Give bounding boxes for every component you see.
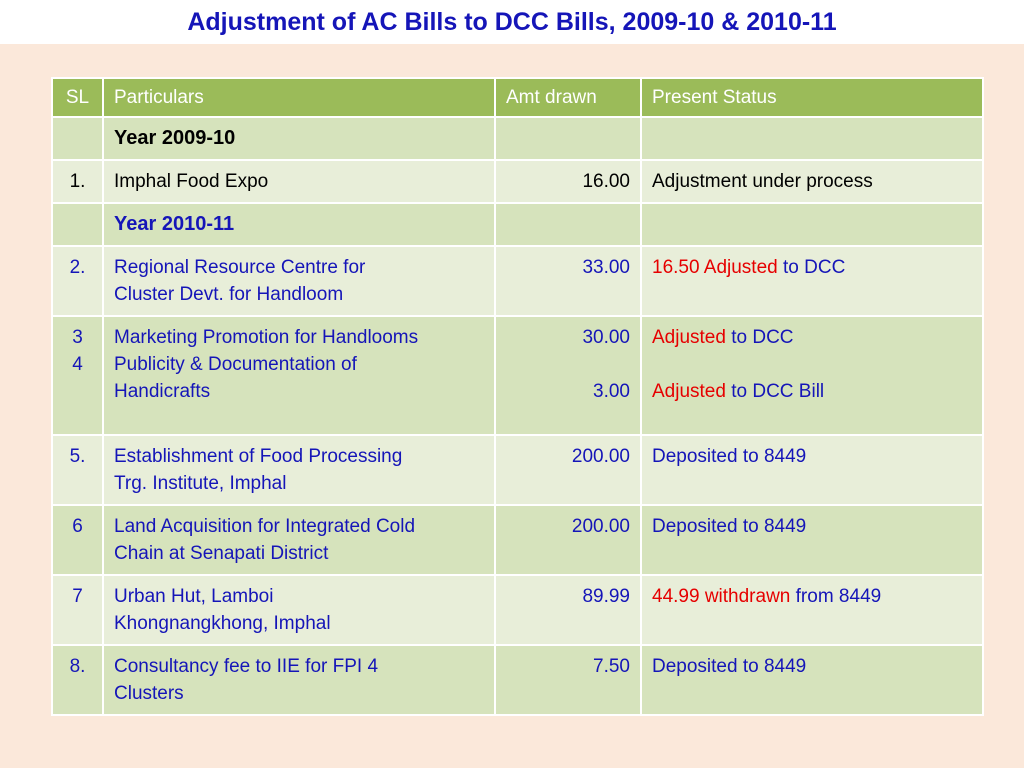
particulars-line: Publicity & Documentation of <box>114 354 357 375</box>
particulars-cell <box>103 435 495 505</box>
status-cell <box>641 246 983 316</box>
status-highlight: Adjusted <box>652 327 726 348</box>
header-particulars: Particulars <box>103 78 495 117</box>
amt-line: 30.00 <box>582 327 630 348</box>
table-row <box>52 505 983 575</box>
table-row-year-2010-11 <box>52 203 983 246</box>
status-highlight: 44.99 withdrawn <box>652 586 791 607</box>
header-sl: SL <box>52 78 103 117</box>
particulars-line: Chain at Senapati District <box>114 543 329 564</box>
header-amt-drawn: Amt drawn <box>495 78 641 117</box>
status-highlight: Adjusted <box>652 381 726 402</box>
table-row <box>52 575 983 645</box>
particulars-cell <box>103 575 495 645</box>
status-text: to DCC Bill <box>725 381 825 402</box>
table-row-year-2009-10 <box>52 117 983 160</box>
particulars-line: Consultancy fee to IIE for FPI 4 <box>114 656 379 677</box>
status-text: to DCC <box>725 327 794 348</box>
sl-cell <box>52 316 103 435</box>
particulars-line: Regional Resource Centre for <box>114 257 366 278</box>
table-row <box>52 645 983 715</box>
sl-cell: 2. <box>52 246 103 316</box>
header-present-status: Present Status <box>641 78 983 117</box>
amt-cell: 200.00 <box>495 505 641 575</box>
table-row <box>52 246 983 316</box>
year-label-2010-11: Year 2010-11 <box>103 203 495 246</box>
particulars-line: Clusters <box>114 683 184 704</box>
particulars-line: Handicrafts <box>114 381 211 402</box>
status-cell: Deposited to 8449 <box>641 505 983 575</box>
title-bar <box>0 0 1024 44</box>
sl-line: 3 <box>72 327 83 348</box>
table-cell <box>495 203 641 246</box>
amt-cell: 33.00 <box>495 246 641 316</box>
particulars-line: Establishment of Food Processing <box>114 446 403 467</box>
page-title: Adjustment of AC Bills to DCC Bills, 2009-10 & 2010-11 <box>187 8 837 36</box>
status-cell <box>641 575 983 645</box>
amt-line: 3.00 <box>593 381 630 402</box>
amt-cell: 16.00 <box>495 160 641 203</box>
table-header-row <box>52 78 983 117</box>
status-cell: Adjustment under process <box>641 160 983 203</box>
particulars-cell <box>103 505 495 575</box>
sl-cell: 6 <box>52 505 103 575</box>
sl-cell: 1. <box>52 160 103 203</box>
particulars-cell <box>103 316 495 435</box>
table-row <box>52 435 983 505</box>
particulars-line: Cluster Devt. for Handloom <box>114 284 344 305</box>
status-cell: Deposited to 8449 <box>641 645 983 715</box>
status-highlight: 16.50 Adjusted <box>652 257 778 278</box>
particulars-cell: Imphal Food Expo <box>103 160 495 203</box>
table-row <box>52 316 983 435</box>
particulars-cell <box>103 645 495 715</box>
amt-cell: 89.99 <box>495 575 641 645</box>
particulars-line: Land Acquisition for Integrated Cold <box>114 516 416 537</box>
amt-cell: 200.00 <box>495 435 641 505</box>
table-cell <box>641 203 983 246</box>
table-row <box>52 160 983 203</box>
sl-cell: 8. <box>52 645 103 715</box>
status-cell: Deposited to 8449 <box>641 435 983 505</box>
bills-table <box>51 77 984 716</box>
table-cell <box>641 117 983 160</box>
status-text: to DCC <box>777 257 846 278</box>
amt-cell: 7.50 <box>495 645 641 715</box>
status-cell <box>641 316 983 435</box>
particulars-line: Trg. Institute, Imphal <box>114 473 287 494</box>
particulars-line: Urban Hut, Lamboi <box>114 586 274 607</box>
sl-cell: 5. <box>52 435 103 505</box>
particulars-line: Khongnangkhong, Imphal <box>114 613 331 634</box>
table-cell <box>52 117 103 160</box>
status-text: from 8449 <box>790 586 882 607</box>
sl-cell: 7 <box>52 575 103 645</box>
amt-cell <box>495 316 641 435</box>
sl-line: 4 <box>72 354 83 375</box>
table-cell <box>495 117 641 160</box>
status-line <box>652 324 972 351</box>
table-cell <box>52 203 103 246</box>
year-label-2009-10: Year 2009-10 <box>103 117 495 160</box>
particulars-line: Marketing Promotion for Handlooms <box>114 327 419 348</box>
particulars-cell <box>103 246 495 316</box>
status-line <box>652 378 972 405</box>
